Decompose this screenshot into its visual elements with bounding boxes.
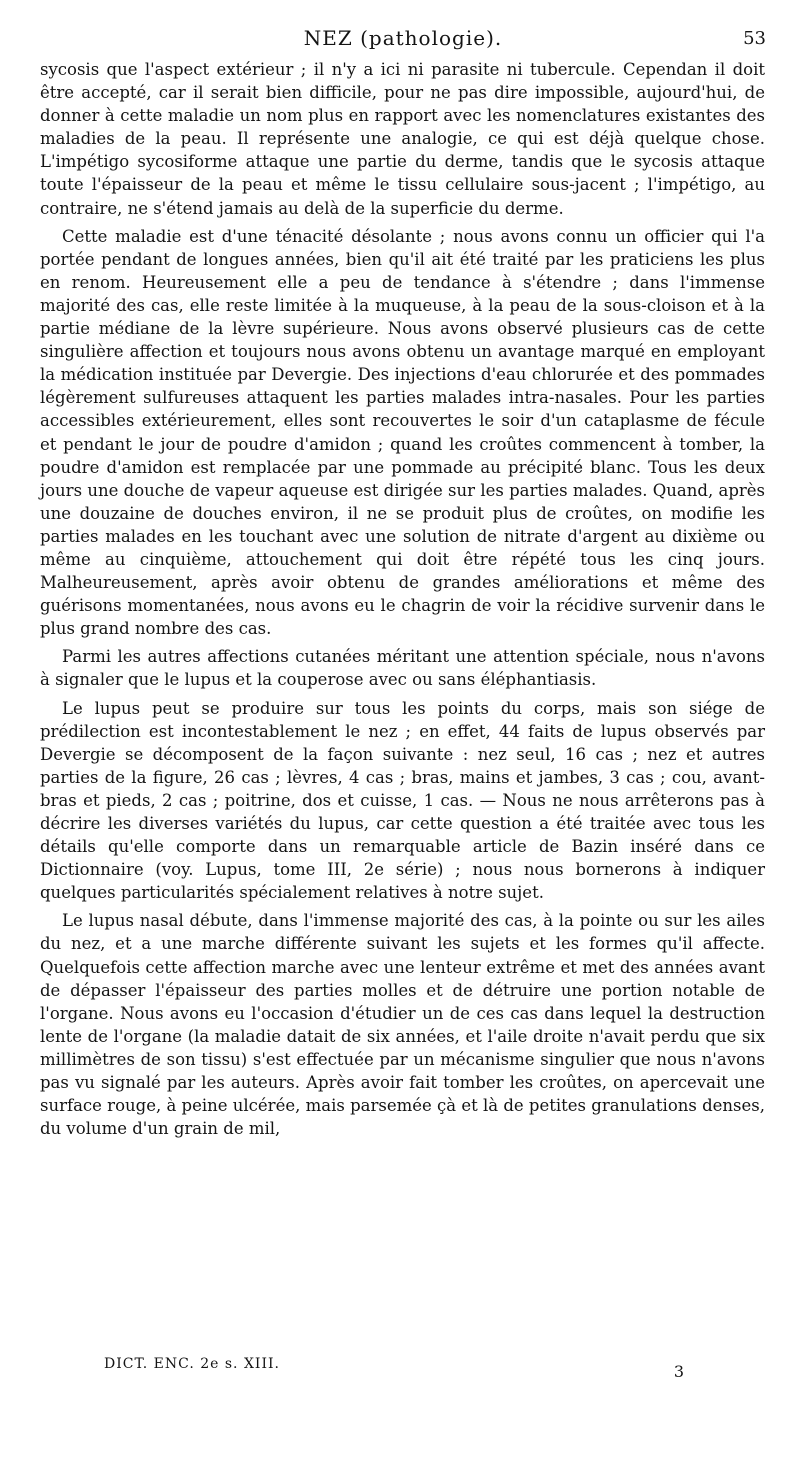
paragraph-1: sycosis que l'aspect extérieur ; il n'y a ici ni parasite ni tubercule. Cependan il doit être accepté, car il serait bien difficile, pour ne pas dire impossible, aujourd'hui, de donner à cette maladie un nom plus en rapport avec les nomenclatures existantes des maladies de la peau. Il représente une analogie, ce qui est déjà quelque chose. L'impétigo sycosiforme attaque une partie du derme, tandis que le sycosis attaque toute l'épaisseur de la peau et même le tissu cellulaire sous-jacent ; l'impétigo, au contraire, ne s'étend jamais au delà de la superficie du derme. (40, 60, 765, 218)
body-text (40, 58, 765, 1140)
paragraph-3: Parmi les autres affections cutanées méritant une attention spéciale, nous n'avons à signaler que le lupus et la couperose avec ou sans éléphantiasis. (40, 647, 765, 690)
page-number: 53 (743, 28, 766, 49)
printer-signature: DICT. ENC. 2e s. XIII. (104, 1356, 280, 1372)
header-title: NEZ (pathologie). (303, 26, 503, 50)
sheet-number: 3 (673, 1362, 684, 1381)
running-header (40, 26, 766, 52)
paragraph-4: Le lupus peut se produire sur tous les points du corps, mais son siége de prédilection est incontestablement le nez ; en effet, 44 faits de lupus observés par Devergie se décomposent de la façon suivante : nez seul, 16 cas ; nez et autres parties de la figure, 26 cas ; lèvres, 4 cas ; bras, mains et jambes, 3 cas ; cou, avant-bras et pieds, 2 cas ; poitrine, dos et cuisse, 1 cas. — Nous ne nous arrêterons pas à décrire les diverses variétés du lupus, car cette question a été traitée avec tous les détails qu'elle comporte dans un remarquable article de Bazin inséré dans ce Dictionnaire (voy. Lupus, tome III, 2e série) ; nous nous bornerons à indiquer quelques particularités spécialement relatives à notre sujet. (40, 698, 765, 903)
paragraph-2: Cette maladie est d'une ténacité désolante ; nous avons connu un officier qui l'a portée pendant de longues années, bien qu'il ait été traité par les praticiens les plus en renom. Heureusement elle a peu de tendance à s'étendre ; dans l'immense majorité des cas, elle reste limitée à la muqueuse, à la peau de la sous-cloison et à la partie médiane de la lèvre supérieure. Nous avons observé plusieurs cas de cette singulière affection et toujours nous avons obtenu un avantage marqué en employant la médication instituée par Devergie. Des injections d'eau chlorurée et des pommades légèrement sulfureuses attaquent les parties malades intra-nasales. Pour les parties accessibles extérieurement, elles sont recouvertes le soir d'un cataplasme de fécule et pendant le jour de poudre d'amidon ; quand les croûtes commencent à tomber, la poudre d'amidon est remplacée par une pommade au précipité blanc. Tous les deux jours une douche de vapeur aqueuse est dirigée sur les parties malades. Quand, après une douzaine de douches environ, il ne se produit plus de croûtes, on modifie les parties malades en les touchant avec une solution de nitrate d'argent au dixième ou même au cinquième, attouchement qui doit être répété tous les cinq jours. Malheureusement, après avoir obtenu de grandes améliorations et même des guérisons momentanées, nous avons eu le chagrin de voir la récidive survenir dans le plus grand nombre des cas. (40, 226, 765, 639)
paragraph-5: Le lupus nasal débute, dans l'immense majorité des cas, à la pointe ou sur les ailes du nez, et a une marche différente suivant les sujets et les formes qu'il affecte. Quelquefois cette affection marche avec une lenteur extrême et met des années avant de dépasser l'épaisseur des parties molles et de détruire une portion notable de l'organe. Nous avons eu l'occasion d'étudier un de ces cas dans lequel la destruction lente de l'organe (la maladie datait de six années, et l'aile droite n'avait perdu que six millimètres de son tissu) s'est effectuée par un mécanisme singulier que nous n'avons pas vu signalé par les auteurs. Après avoir fait tomber les croûtes, on apercevait une surface rouge, à peine ulcérée, mais parsemée çà et là de petites granulations denses, du volume d'un grain de mil, (40, 911, 765, 1139)
